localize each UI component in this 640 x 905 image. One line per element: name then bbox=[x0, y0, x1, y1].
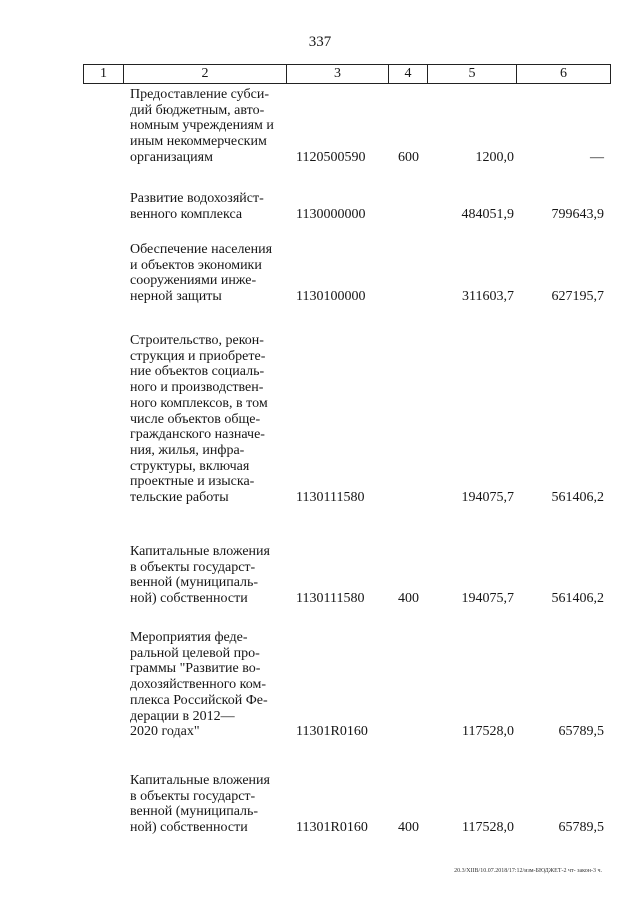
row-description-line: Капитальные вложения bbox=[130, 544, 270, 559]
row-description-line: гражданского назначе- bbox=[130, 427, 265, 443]
row-description-line: Мероприятия феде- bbox=[130, 630, 248, 645]
row-expense-type: 600 bbox=[398, 149, 419, 165]
header-col-3: 3 bbox=[286, 65, 388, 83]
row-description-line: номным учреждениям и bbox=[130, 118, 274, 134]
row-description-line: сооружениями инже- bbox=[130, 273, 257, 289]
header-col-1: 1 bbox=[83, 65, 123, 83]
row-amount-col6: 799643,9 bbox=[551, 206, 604, 222]
row-description-line: ние объектов социаль- bbox=[130, 364, 265, 380]
row-amount-col5: 194075,7 bbox=[461, 490, 514, 505]
row-description-line: иным некоммерческим bbox=[130, 134, 267, 150]
row-amount-col5: 194075,7 bbox=[461, 591, 514, 607]
header-col-4: 4 bbox=[388, 65, 427, 83]
row-description-line: Предоставление субси- bbox=[130, 87, 269, 102]
row-description-line: структуры, включая bbox=[130, 458, 250, 474]
row-code: 1130000000 bbox=[296, 206, 366, 222]
row-description bbox=[130, 87, 282, 166]
row-amount-col6: 65789,5 bbox=[558, 820, 604, 836]
row-code: 1130111580 bbox=[296, 591, 365, 607]
row-description bbox=[130, 191, 282, 222]
page-number: 337 bbox=[308, 34, 332, 50]
row-amount-col5: 484051,9 bbox=[461, 206, 514, 222]
row-description-line: в объекты государст- bbox=[130, 559, 256, 575]
row-description-line: нерной защиты bbox=[130, 289, 222, 305]
row-description-line: 2020 годах" bbox=[130, 724, 200, 740]
row-description bbox=[130, 630, 282, 740]
row-description-line: Строительство, рекон- bbox=[130, 333, 264, 348]
row-description-line: проектные и изыска- bbox=[130, 474, 255, 490]
row-description-line: организациям bbox=[130, 149, 213, 165]
row-description-line: дерации в 2012— bbox=[130, 708, 235, 724]
row-amount-col6: 561406,2 bbox=[551, 591, 604, 607]
row-code: 1130100000 bbox=[296, 289, 366, 305]
row-description-line: Обеспечение населения bbox=[130, 242, 273, 257]
row-description bbox=[130, 242, 282, 305]
row-code: 1130111580 bbox=[296, 490, 365, 505]
row-description-line: ной) собственности bbox=[130, 591, 248, 607]
row-code: 1120500590 bbox=[296, 149, 366, 165]
row-expense-type: 400 bbox=[398, 820, 419, 836]
row-description-line: дохозяйственного ком- bbox=[130, 677, 267, 693]
row-description-line: плекса Российской Фе- bbox=[130, 692, 268, 708]
row-description-line: числе объектов обще- bbox=[130, 411, 261, 427]
row-description-line: ния, жилья, инфра- bbox=[130, 442, 245, 458]
row-description-line: граммы "Развитие во- bbox=[130, 661, 261, 677]
row-description-line: струкция и приобрете- bbox=[130, 348, 266, 364]
header-col-6: 6 bbox=[516, 65, 611, 83]
row-description-line: ного комплексов, в том bbox=[130, 395, 268, 411]
header-col-5: 5 bbox=[427, 65, 516, 83]
header-col-2: 2 bbox=[123, 65, 286, 83]
row-description bbox=[130, 333, 282, 506]
table-header-row bbox=[83, 64, 611, 84]
footer-stamp: 20.3/XIIB/10.07.2018/17:12/изм-БЮДЖЕТ-2 чт- закон-3 ч. bbox=[454, 868, 602, 874]
row-description-line: Капитальные вложения bbox=[130, 773, 270, 788]
row-amount-col5: 117528,0 bbox=[462, 820, 514, 836]
row-amount-col6: 65789,5 bbox=[558, 724, 604, 740]
row-amount-col5: 117528,0 bbox=[462, 724, 514, 740]
row-amount-col6: — bbox=[590, 149, 604, 165]
row-description-line: ной) собственности bbox=[130, 820, 248, 836]
row-description-line: венной (муниципаль- bbox=[130, 575, 259, 591]
row-amount-col6: 561406,2 bbox=[551, 490, 604, 505]
row-description-line: ного и производствен- bbox=[130, 380, 264, 396]
row-description-line: тельские работы bbox=[130, 490, 229, 506]
row-code: 11301R0160 bbox=[296, 724, 368, 740]
row-description-line: в объекты государст- bbox=[130, 788, 256, 804]
row-description-line: венного комплекса bbox=[130, 206, 243, 222]
row-description-line: Развитие водохозяйст- bbox=[130, 191, 264, 206]
row-description-line: дий бюджетным, авто- bbox=[130, 102, 265, 118]
row-description bbox=[130, 544, 282, 607]
row-description bbox=[130, 773, 282, 836]
row-description-line: венной (муниципаль- bbox=[130, 804, 259, 820]
row-amount-col5: 311603,7 bbox=[462, 289, 514, 305]
row-description-line: и объектов экономики bbox=[130, 257, 262, 273]
row-amount-col5: 1200,0 bbox=[475, 149, 514, 165]
row-expense-type: 400 bbox=[398, 591, 419, 607]
row-description-line: ральной целевой про- bbox=[130, 645, 260, 661]
row-amount-col6: 627195,7 bbox=[551, 289, 604, 305]
row-code: 11301R0160 bbox=[296, 820, 368, 836]
